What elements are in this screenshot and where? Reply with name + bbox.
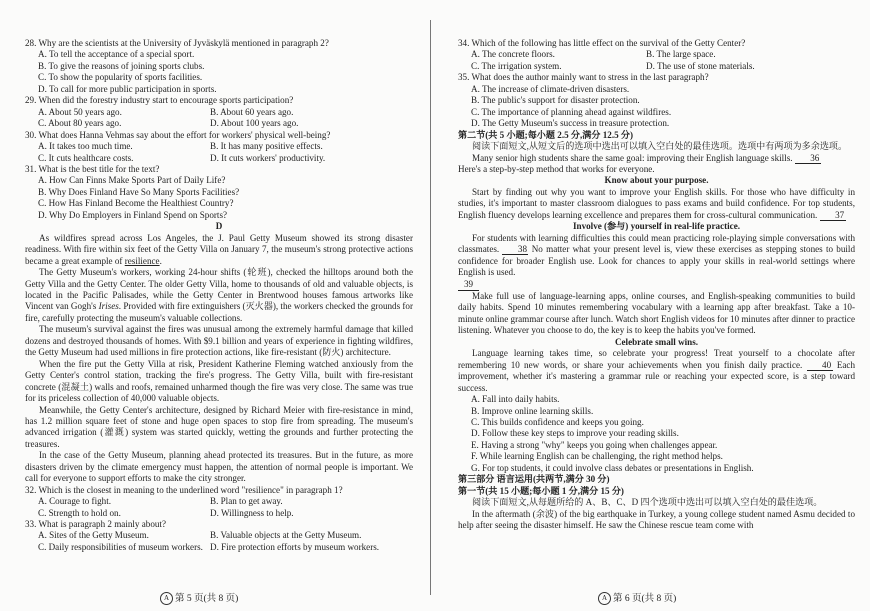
part-3-title: 第三部分 语言运用(共两节,满分 30 分) xyxy=(458,474,610,485)
option-b: B. Plan to get away. xyxy=(210,496,283,507)
option-b: B. Valuable objects at the Getty Museum. xyxy=(210,530,362,541)
section-2-instructions: 阅读下面短文,从短文后的选项中选出可以填入空白处的最佳选项。选项中有两项为多余选项。 xyxy=(472,141,848,152)
subheading-involve: Involve (参与) yourself in real-life practice. xyxy=(572,221,741,232)
celebrate-paragraph xyxy=(458,348,855,394)
apps-paragraph: Make full use of language-learning apps, online courses, and English-speaking communities to build daily habits. Spend 10 minutes remembering vocabulary with a learning app after breakfast. Take a 10-minute online grammar course after lunch. Watch short English videos for 10 minutes after dinner to practice listening. Whatever you choose to do, the key is to keep the habits you've formed. xyxy=(458,290,855,336)
question-stem: 29. When did the forestry industry start to encourage sports participation? xyxy=(25,95,294,106)
option-a: A. How Can Finns Make Sports Part of Daily Life? xyxy=(38,175,226,186)
page-number: 第 5 页(共 8 页) xyxy=(175,594,239,604)
option-c: C. How Has Finland Become the Healthiest Country? xyxy=(38,198,234,209)
question-31 xyxy=(25,164,413,221)
blank-36: 36 xyxy=(795,153,821,164)
option-c: C. The irrigation system. xyxy=(471,60,562,71)
question-35 xyxy=(458,72,855,129)
option-b: B. The public's support for disaster protection. xyxy=(471,95,640,106)
page-number: 第 6 页(共 8 页) xyxy=(613,594,677,604)
passage-paragraph-6: In the case of the Getty Museum, planning ahead protected its treasures. But in the future, as more disasters driven by the climate emergency must happen, the attention of normal people is important. We call for everyone to support efforts to make the city stronger. xyxy=(25,450,413,484)
page-footer-right xyxy=(598,590,676,605)
option-b: B. Why Does Finland Have So Many Sports Facilities? xyxy=(38,186,240,197)
option-a: A. Courage to fight. xyxy=(38,496,111,507)
option-d: D. It cuts workers' productivity. xyxy=(210,152,326,163)
underlined-word: resilience xyxy=(124,255,160,266)
option-c: C. It cuts healthcare costs. xyxy=(38,152,134,163)
question-34 xyxy=(458,38,855,72)
question-stem: 32. Which is the closest in meaning to the underlined word "resilience" in paragraph 1? xyxy=(25,484,343,495)
option-d: D. Why Do Employers in Finland Spend on Sports? xyxy=(38,209,228,220)
option-c: C. About 80 years ago. xyxy=(38,118,122,129)
blank-39-line xyxy=(458,279,855,291)
paper-mark-icon: A xyxy=(598,592,611,605)
paragraph-text: No matter what your present level is, view these exercises as stepping stones to build confidence for broader English use. Look for chances to apply your skills in real-world settings where English is used. xyxy=(458,244,856,278)
question-stem: 33. What is paragraph 2 mainly about? xyxy=(25,519,166,530)
subheading-purpose: Know about your purpose. xyxy=(604,175,709,186)
paper-mark-icon: A xyxy=(160,592,173,605)
blank-39: 39 xyxy=(458,279,479,291)
option-d: D. To call for more public participation in sports. xyxy=(38,83,217,94)
option-a: A. About 50 years ago. xyxy=(38,106,122,117)
option-b: B. It has many positive effects. xyxy=(210,141,323,152)
paragraph-text: The Getty Museum's workers, working 24-hour shifts (轮班), checked the hilltops around both the Getty Villa and the Getty Center. The older Getty Villa, home to thousands of old and valuable objects, is located in the Pacific Palisades, while the Getty Center in Brentwood houses famous artworks like Vincent van Gogh's xyxy=(25,267,413,312)
passage-paragraph-5: Meanwhile, the Getty Center's architecture, designed by Richard Meier with fire-resistance in mind, has 1.2 million square feet of stone and huge open spaces to stop fire from spreading. The museum's advanced irrigation (灌溉) system was started quickly, wetting the grounds and further protecting the treasures. xyxy=(25,404,413,449)
question-33 xyxy=(25,519,413,553)
left-page xyxy=(25,38,413,553)
option-c: C. The importance of planning ahead against wildfires. xyxy=(471,106,672,117)
option-c: C. This builds confidence and keeps you going. xyxy=(471,416,644,427)
question-stem: 28. Why are the scientists at the University of Jyväskylä mentioned in paragraph 2? xyxy=(25,38,329,48)
question-stem: 31. What is the best title for the text? xyxy=(25,163,160,174)
section-2-title: 第二节(共 5 小题;每小题 2.5 分,满分 12.5 分) xyxy=(458,129,634,140)
option-a: A. Sites of the Getty Museum. xyxy=(38,530,149,541)
involve-paragraph xyxy=(458,233,855,279)
option-a: A. To tell the acceptance of a special sport. xyxy=(38,49,195,60)
passage-paragraph-2 xyxy=(25,267,413,324)
question-32 xyxy=(25,485,413,519)
blank-38: 38 xyxy=(502,244,528,255)
subheading-celebrate: Celebrate small wins. xyxy=(614,336,699,347)
question-30 xyxy=(25,130,413,164)
question-stem: 34. Which of the following has little effect on the survival of the Getty Center? xyxy=(458,38,746,48)
paragraph-text: . xyxy=(159,255,162,266)
question-28 xyxy=(25,38,413,95)
option-d: D. The Getty Museum's success in treasure protection. xyxy=(471,118,670,129)
paragraph-text: . Provided with fire extinguishers (灭火器), the workers checked the grounds for fire, carefully protecting the museum's valuable collections. xyxy=(25,301,414,323)
section-1-title: 第一节(共 15 小题;每小题 1 分,满分 15 分) xyxy=(458,485,624,496)
blank-37: 37 xyxy=(820,210,846,221)
paragraph-text: Start by finding out why you want to improve your English skills. For those who have difficulty in studies, it's important to master classroom dialogues to pass exams and build confidence. For top students, English fluency develops learning excellence and prepares them for cross-cultural communication. xyxy=(458,186,855,220)
option-a: A. Fall into daily habits. xyxy=(471,394,560,405)
option-f: F. While learning English can be challenging, the right method helps. xyxy=(471,451,723,462)
purpose-paragraph xyxy=(458,187,855,221)
option-b: B. To give the reasons of joining sports clubs. xyxy=(38,60,205,71)
cloze-paragraph: In the aftermath (余波) of the big earthquake in Turkey, a young college student named Asmu decided to help after seeing the disaster himself. He saw the Chinese rescue team come with xyxy=(458,508,855,531)
paragraph-text: Many senior high students share the same goal: improving their English language skills. xyxy=(472,152,793,163)
question-stem: 30. What does Hanna Vehmas say about the effort for workers' physical well-being? xyxy=(25,129,331,140)
artwork-title: Irises xyxy=(98,301,119,312)
option-a: A. The concrete floors. xyxy=(471,49,555,60)
option-d: D. About 100 years ago. xyxy=(210,118,299,129)
option-d: D. Follow these key steps to improve your reading skills. xyxy=(471,428,679,439)
paragraph-text: Each improvement, whether it's mastering a grammar rule or reaching your expected score, is a step toward success. xyxy=(458,359,855,393)
answer-options xyxy=(458,394,855,474)
option-b: B. The large space. xyxy=(646,49,716,60)
blank-40: 40 xyxy=(807,360,833,371)
right-page xyxy=(458,38,855,531)
option-g: G. For top students, it could involve class debates or presentations in English. xyxy=(471,462,754,473)
question-29 xyxy=(25,95,413,129)
option-a: A. The increase of climate-driven disasters. xyxy=(471,83,630,94)
section-1-instructions: 阅读下面短文,从每题所给的 A、B、C、D 四个选项中选出可以填入空白处的最佳选项。 xyxy=(472,497,823,508)
paragraph-text: For students with learning difficulties this could mean practicing role-playing simple conversations with classmates. xyxy=(458,232,855,255)
option-b: B. About 60 years ago. xyxy=(210,106,294,117)
page-footer-left xyxy=(160,590,238,605)
passage-paragraph-4: When the fire put the Getty Villa at risk, President Katherine Fleming watched anxiously from the Getty Center's control station, tracking the fire's progress. The Getty Villa, built with fire-resistant concrete (混凝土) walls and roofs, remained unharmed though the fire was very close. The same was true for its priceless collection of 40,000 valuable objects. xyxy=(25,358,413,404)
option-d: D. The use of stone materials. xyxy=(646,60,755,71)
question-stem: 35. What does the author mainly want to stress in the last paragraph? xyxy=(458,72,709,83)
option-a: A. It takes too much time. xyxy=(38,141,133,152)
option-d: D. Willingness to help. xyxy=(210,507,294,518)
option-e: E. Having a strong "why" keeps you going when challenges appear. xyxy=(471,439,718,450)
passage-paragraph-1 xyxy=(25,233,413,267)
option-c: C. Daily responsibilities of museum workers. xyxy=(38,541,203,552)
page-divider xyxy=(430,20,431,595)
passage-d-heading: D xyxy=(215,221,223,232)
paragraph-text: As wildfires spread across Los Angeles, the J. Paul Getty Museum showed its strong disaster readiness. With fire within six feet of the Getty Villa on January 7, the museum's strong protective actions became a great example of xyxy=(25,232,413,266)
intro-line-2: Here's a step-by-step method that works for everyone. xyxy=(458,163,655,174)
option-d: D. Fire protection efforts by museum workers. xyxy=(210,541,380,552)
paragraph-text: Language learning takes time, so celebrate your progress! Treat yourself to a chocolate after remembering 10 new words, or share your achievements when you finish daily practice. xyxy=(458,348,855,370)
option-c: C. Strength to hold on. xyxy=(38,507,121,518)
intro-paragraph xyxy=(458,153,855,164)
option-b: B. Improve online learning skills. xyxy=(471,405,594,416)
passage-paragraph-3: The museum's survival against the fires was unusual among the extremely harmful damage that killed dozens and destroyed thousands of homes. With $9.1 billion and years of experience in fighting wildfires, the Getty Museum had used millions in fire protection actions, like fire-resistant (防火) architecture. xyxy=(25,324,413,358)
option-c: C. To show the popularity of sports facilities. xyxy=(38,72,203,83)
